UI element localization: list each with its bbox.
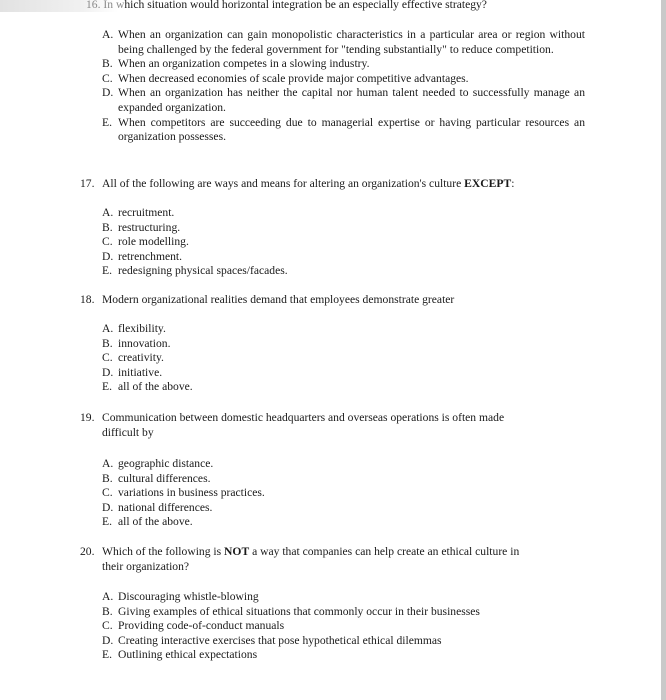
question-17-stem: [80, 177, 585, 192]
option-text: retrenchment.: [118, 249, 183, 263]
option-letter: D.: [102, 249, 114, 263]
question-16-stem: [86, 0, 546, 13]
option-a: [102, 322, 585, 337]
option-c: [102, 72, 585, 87]
option-text: flexibility.: [118, 322, 166, 335]
option-c: [102, 235, 585, 250]
question-emphasis: EXCEPT: [464, 177, 512, 190]
question-20-options: [102, 590, 585, 663]
option-e: [102, 264, 585, 279]
option-letter: A.: [102, 457, 114, 470]
option-text: initiative.: [118, 365, 163, 379]
question-stem-line2: their organization?: [102, 559, 190, 573]
question-number: 16.: [86, 0, 101, 11]
option-letter: D.: [102, 500, 114, 514]
option-text: When competitors are succeeding due to managerial expertise or having particular resources an organization possesses.: [118, 115, 585, 144]
option-e: [102, 116, 585, 145]
question-19-options: [102, 457, 585, 530]
option-a: [102, 457, 585, 472]
option-text: redesigning physical spaces/facades.: [118, 264, 288, 278]
option-text: When an organization competes in a slowing industry.: [118, 57, 370, 71]
option-b: [102, 57, 585, 72]
option-text: Providing code-of-conduct manuals: [118, 619, 285, 633]
option-text: cultural differences.: [118, 471, 211, 485]
option-letter: E.: [102, 264, 112, 278]
option-letter: E.: [102, 115, 112, 129]
option-text: When an organization has neither the capital nor human talent needed to successfully manage an expanded organization.: [118, 86, 585, 114]
question-number: 18.: [80, 293, 95, 306]
option-letter: B.: [102, 604, 113, 618]
option-d: [102, 366, 585, 381]
option-text: Giving examples of ethical situations that commonly occur in their businesses: [118, 604, 480, 618]
option-letter: C.: [102, 619, 113, 633]
option-a: [102, 28, 585, 57]
option-letter: B.: [102, 471, 113, 485]
option-a: [102, 206, 585, 221]
question-stem: hich situation would horizontal integration be an especially effective strategy?: [124, 0, 487, 11]
option-letter: E.: [102, 515, 112, 529]
option-text: role modelling.: [118, 235, 189, 249]
option-c: [102, 351, 585, 366]
option-e: [102, 380, 585, 395]
page-edge: [661, 0, 666, 700]
option-a: [102, 590, 585, 605]
option-text: creativity.: [118, 351, 164, 365]
option-d: [102, 501, 585, 516]
option-d: [102, 634, 585, 649]
option-text: all of the above.: [118, 515, 193, 529]
option-text: innovation.: [118, 336, 171, 350]
option-b: [102, 605, 585, 620]
option-d: [102, 86, 585, 115]
option-text: When decreased economies of scale provide major competitive advantages.: [118, 71, 469, 85]
option-e: [102, 515, 585, 530]
question-stem-end: :: [511, 177, 515, 190]
question-number: 17.: [80, 177, 95, 190]
option-text: all of the above.: [118, 380, 193, 394]
option-b: [102, 337, 585, 352]
option-letter: D.: [102, 633, 114, 647]
option-text: recruitment.: [118, 206, 175, 219]
question-stem-line2: difficult by: [102, 425, 154, 439]
option-text: When an organization can gain monopolistic characteristics in a particular area or region without being challenged by the federal government for "tending substantially" to reduce competition.: [118, 28, 585, 56]
question-18-options: [102, 322, 585, 395]
option-letter: A.: [102, 206, 114, 219]
question-stem: All of the following are ways and means for altering an organization's culture: [102, 177, 462, 190]
question-stem-continued: a way that companies can help create an ethical culture in: [252, 545, 520, 558]
option-text: Discouraging whistle-blowing: [118, 590, 259, 603]
option-letter: A.: [102, 590, 114, 603]
option-text: Outlining ethical expectations: [118, 648, 258, 662]
option-letter: C.: [102, 351, 113, 365]
option-letter: C.: [102, 486, 113, 500]
option-text: geographic distance.: [118, 457, 214, 470]
question-stem: Which of the following is: [102, 545, 222, 558]
question-19-stem: [80, 411, 585, 440]
question-emphasis: NOT: [224, 545, 250, 558]
question-17-options: [102, 206, 585, 279]
option-text: restructuring.: [118, 220, 181, 234]
option-letter: E.: [102, 648, 112, 662]
question-stem: Modern organizational realities demand that employees demonstrate greater: [102, 293, 455, 306]
option-letter: E.: [102, 380, 112, 394]
option-letter: B.: [102, 336, 113, 350]
option-letter: A.: [102, 322, 114, 335]
option-letter: B.: [102, 57, 113, 71]
option-c: [102, 619, 585, 634]
option-d: [102, 250, 585, 265]
option-letter: C.: [102, 235, 113, 249]
question-18-stem: [80, 293, 585, 308]
option-text: Creating interactive exercises that pose hypothetical ethical dilemmas: [118, 633, 442, 647]
option-text: variations in business practices.: [118, 486, 265, 500]
question-stem-faded: In w: [103, 0, 125, 11]
question-stem: Communication between domestic headquarters and overseas operations is often made: [102, 411, 505, 424]
option-letter: D.: [102, 86, 114, 100]
question-16-options: [102, 28, 585, 145]
option-letter: B.: [102, 220, 113, 234]
question-20-stem: [80, 545, 585, 574]
option-text: national differences.: [118, 500, 213, 514]
option-b: [102, 472, 585, 487]
option-letter: C.: [102, 71, 113, 85]
option-b: [102, 221, 585, 236]
option-letter: D.: [102, 365, 114, 379]
option-e: [102, 648, 585, 663]
option-letter: A.: [102, 28, 114, 41]
option-c: [102, 486, 585, 501]
question-number: 19.: [80, 411, 95, 424]
question-number: 20.: [80, 545, 95, 558]
